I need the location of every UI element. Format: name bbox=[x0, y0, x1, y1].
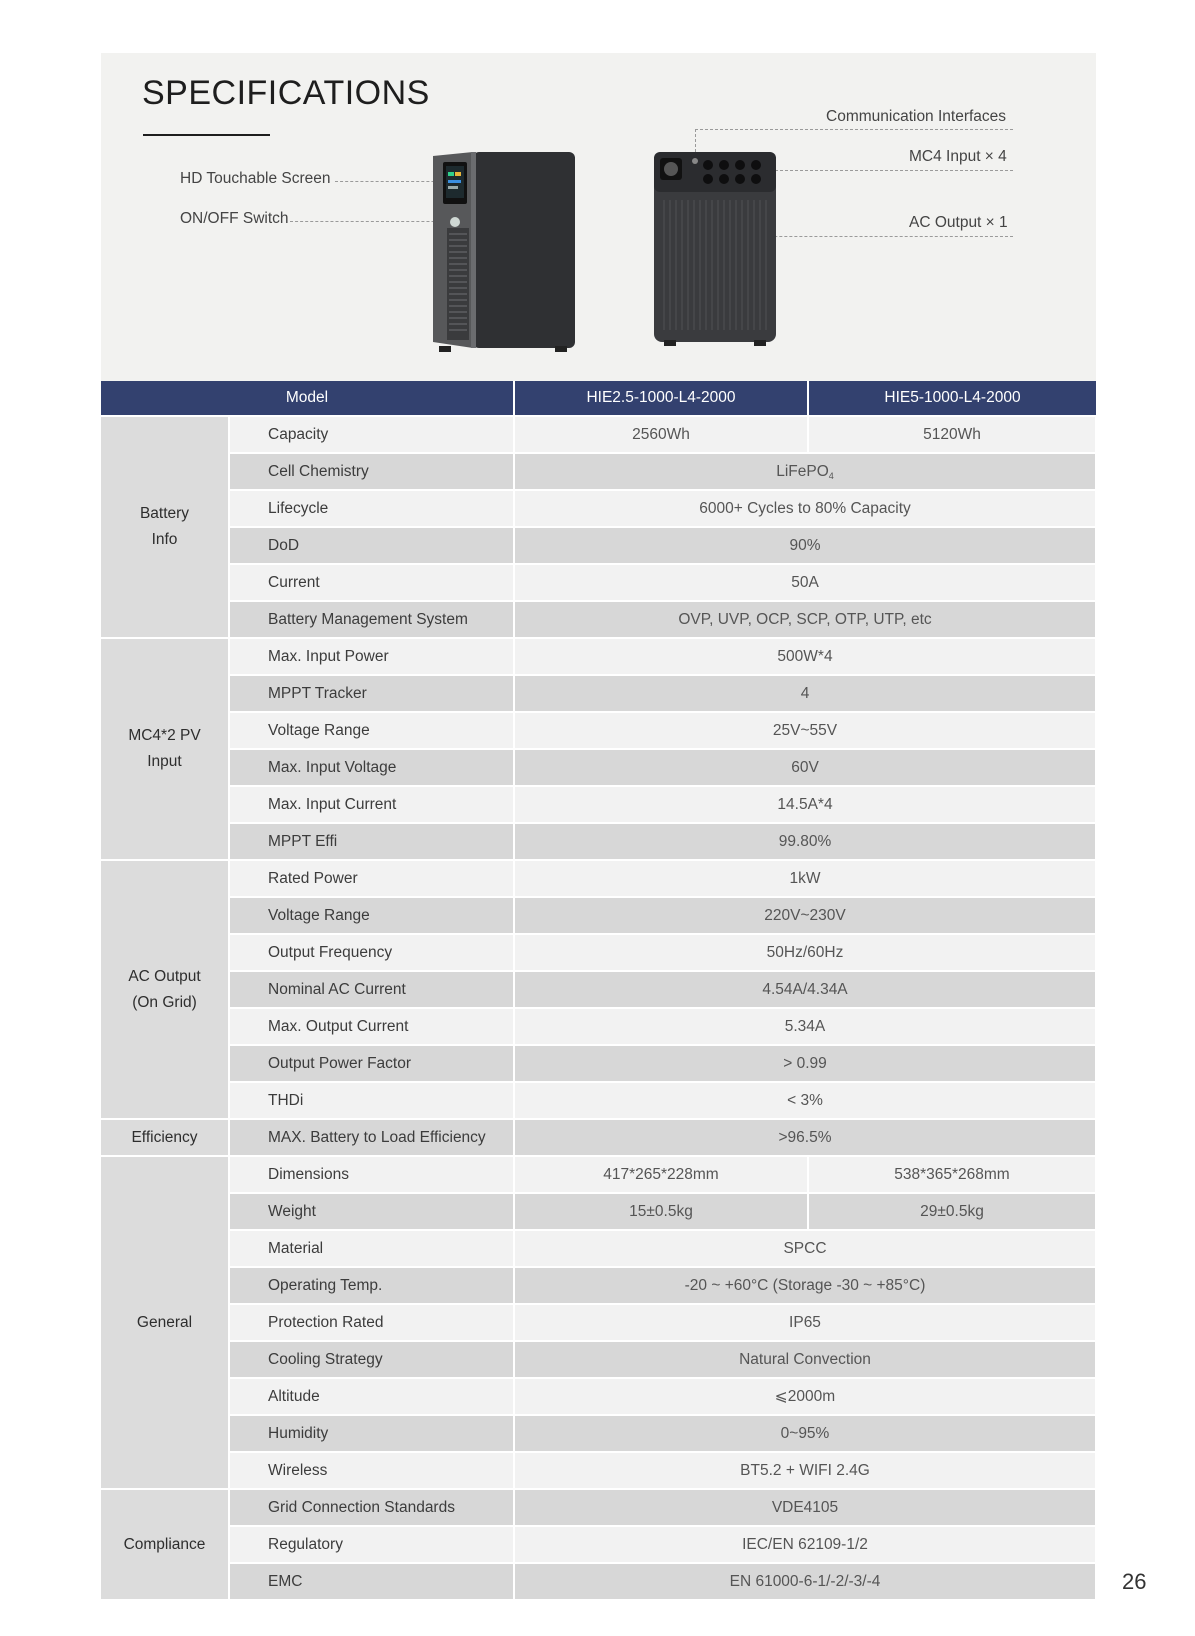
table-row bbox=[101, 1119, 1096, 1156]
page-title: SPECIFICATIONS bbox=[142, 74, 430, 112]
table-row bbox=[101, 1341, 1096, 1378]
table-row bbox=[101, 490, 1096, 527]
cell-value: 50Hz/60Hz bbox=[514, 934, 1096, 971]
header-model-1: HIE2.5-1000-L4-2000 bbox=[514, 381, 808, 416]
specifications-table bbox=[101, 381, 1097, 1601]
cell-value: EN 61000-6-1/-2/-3/-4 bbox=[514, 1563, 1096, 1600]
row-label: Weight bbox=[229, 1193, 514, 1230]
row-label: Material bbox=[229, 1230, 514, 1267]
group-pv-input bbox=[101, 638, 229, 860]
table-row bbox=[101, 712, 1096, 749]
row-label: Max. Input Current bbox=[229, 786, 514, 823]
cell-value: 99.80% bbox=[514, 823, 1096, 860]
row-label: Regulatory bbox=[229, 1526, 514, 1563]
cell-value: 25V~55V bbox=[514, 712, 1096, 749]
cell-value: ⩽2000m bbox=[514, 1378, 1096, 1415]
row-label: Max. Output Current bbox=[229, 1008, 514, 1045]
table-row bbox=[101, 1563, 1096, 1600]
row-label: Cooling Strategy bbox=[229, 1341, 514, 1378]
table-header-row bbox=[101, 381, 1096, 416]
callout-ac-output: AC Output × 1 bbox=[909, 214, 1008, 231]
cell-value: 60V bbox=[514, 749, 1096, 786]
table-row bbox=[101, 1082, 1096, 1119]
cell-value: 90% bbox=[514, 527, 1096, 564]
group-general: General bbox=[101, 1156, 229, 1489]
cell-value: 5120Wh bbox=[808, 416, 1096, 453]
table-row bbox=[101, 934, 1096, 971]
row-label: Cell Chemistry bbox=[229, 453, 514, 490]
table-row bbox=[101, 1008, 1096, 1045]
table-row bbox=[101, 1452, 1096, 1489]
row-label: Output Power Factor bbox=[229, 1045, 514, 1082]
header-model-2: HIE5-1000-L4-2000 bbox=[808, 381, 1096, 416]
table-row bbox=[101, 860, 1096, 897]
cell-value: IP65 bbox=[514, 1304, 1096, 1341]
cell-value: 15±0.5kg bbox=[514, 1193, 808, 1230]
cell-value: 500W*4 bbox=[514, 638, 1096, 675]
cell-value: 538*365*268mm bbox=[808, 1156, 1096, 1193]
chemistry-subscript: 4 bbox=[828, 470, 834, 481]
cell-value: BT5.2 + WIFI 2.4G bbox=[514, 1452, 1096, 1489]
group-label: AC Output (On Grid) bbox=[128, 967, 201, 1011]
row-label: Max. Input Voltage bbox=[229, 749, 514, 786]
cell-value: 0~95% bbox=[514, 1415, 1096, 1452]
row-label: Output Frequency bbox=[229, 934, 514, 971]
table-row bbox=[101, 601, 1096, 638]
cell-value: 220V~230V bbox=[514, 897, 1096, 934]
table-row bbox=[101, 1489, 1096, 1526]
cell-value: -20 ~ +60°C (Storage -30 ~ +85°C) bbox=[514, 1267, 1096, 1304]
cell-value: 5.34A bbox=[514, 1008, 1096, 1045]
cell-value: 29±0.5kg bbox=[808, 1193, 1096, 1230]
table-row bbox=[101, 1415, 1096, 1452]
cell-value: >96.5% bbox=[514, 1119, 1096, 1156]
cell-value: 4.54A/4.34A bbox=[514, 971, 1096, 1008]
cell-value: OVP, UVP, OCP, SCP, OTP, UTP, etc bbox=[514, 601, 1096, 638]
cell-value: IEC/EN 62109-1/2 bbox=[514, 1526, 1096, 1563]
device-front-image bbox=[425, 150, 580, 356]
cell-value bbox=[514, 453, 1096, 490]
row-label: Wireless bbox=[229, 1452, 514, 1489]
table-row bbox=[101, 971, 1096, 1008]
row-label: Voltage Range bbox=[229, 897, 514, 934]
table-row bbox=[101, 1045, 1096, 1082]
cell-value: Natural Convection bbox=[514, 1341, 1096, 1378]
group-compliance: Compliance bbox=[101, 1489, 229, 1600]
table-row bbox=[101, 527, 1096, 564]
cell-value: VDE4105 bbox=[514, 1489, 1096, 1526]
table-row bbox=[101, 675, 1096, 712]
cell-value: 14.5A*4 bbox=[514, 786, 1096, 823]
row-label: THDi bbox=[229, 1082, 514, 1119]
row-label: Altitude bbox=[229, 1378, 514, 1415]
leader-line-communication bbox=[695, 129, 1013, 130]
row-label: EMC bbox=[229, 1563, 514, 1600]
row-label: Battery Management System bbox=[229, 601, 514, 638]
table-row bbox=[101, 1230, 1096, 1267]
callout-mc4-input: MC4 Input × 4 bbox=[909, 148, 1007, 165]
table-row bbox=[101, 823, 1096, 860]
row-label: Operating Temp. bbox=[229, 1267, 514, 1304]
cell-value: 50A bbox=[514, 564, 1096, 601]
cell-value: 1kW bbox=[514, 860, 1096, 897]
row-label: Protection Rated bbox=[229, 1304, 514, 1341]
table-row bbox=[101, 1267, 1096, 1304]
callout-switch: ON/OFF Switch bbox=[180, 210, 289, 227]
chemistry-text: LiFePO bbox=[776, 462, 829, 480]
row-label: Nominal AC Current bbox=[229, 971, 514, 1008]
table-row bbox=[101, 638, 1096, 675]
group-label: MC4*2 PV Input bbox=[128, 727, 201, 770]
row-label: Dimensions bbox=[229, 1156, 514, 1193]
row-label: Current bbox=[229, 564, 514, 601]
cell-value: SPCC bbox=[514, 1230, 1096, 1267]
table-row bbox=[101, 749, 1096, 786]
callout-communication: Communication Interfaces bbox=[826, 108, 1007, 125]
cell-value: 417*265*228mm bbox=[514, 1156, 808, 1193]
table-row bbox=[101, 453, 1096, 490]
row-label: Lifecycle bbox=[229, 490, 514, 527]
row-label: MPPT Effi bbox=[229, 823, 514, 860]
group-ac-output bbox=[101, 860, 229, 1119]
row-label: MAX. Battery to Load Efficiency bbox=[229, 1119, 514, 1156]
row-label: MPPT Tracker bbox=[229, 675, 514, 712]
table-row bbox=[101, 786, 1096, 823]
header-model: Model bbox=[101, 381, 514, 416]
row-label: DoD bbox=[229, 527, 514, 564]
cell-value: 4 bbox=[514, 675, 1096, 712]
table-row bbox=[101, 1378, 1096, 1415]
row-label: Rated Power bbox=[229, 860, 514, 897]
leader-line-mc4 bbox=[770, 170, 1013, 171]
row-label: Max. Input Power bbox=[229, 638, 514, 675]
cell-value: 6000+ Cycles to 80% Capacity bbox=[514, 490, 1096, 527]
table-row bbox=[101, 897, 1096, 934]
table-row bbox=[101, 1304, 1096, 1341]
table-row bbox=[101, 564, 1096, 601]
page-number: 26 bbox=[1122, 1569, 1147, 1594]
device-back-image bbox=[650, 150, 780, 350]
callout-screen: HD Touchable Screen bbox=[180, 170, 331, 187]
table-row bbox=[101, 1526, 1096, 1563]
row-label: Humidity bbox=[229, 1415, 514, 1452]
group-efficiency: Efficiency bbox=[101, 1119, 229, 1156]
row-label: Capacity bbox=[229, 416, 514, 453]
table-row bbox=[101, 1193, 1096, 1230]
group-battery-info bbox=[101, 416, 229, 638]
title-underline bbox=[143, 134, 270, 136]
table-row bbox=[101, 416, 1096, 453]
row-label: Voltage Range bbox=[229, 712, 514, 749]
group-label: Battery Info bbox=[139, 505, 190, 548]
cell-value: < 3% bbox=[514, 1082, 1096, 1119]
row-label: Grid Connection Standards bbox=[229, 1489, 514, 1526]
cell-value: > 0.99 bbox=[514, 1045, 1096, 1082]
cell-value: 2560Wh bbox=[514, 416, 808, 453]
table-row bbox=[101, 1156, 1096, 1193]
